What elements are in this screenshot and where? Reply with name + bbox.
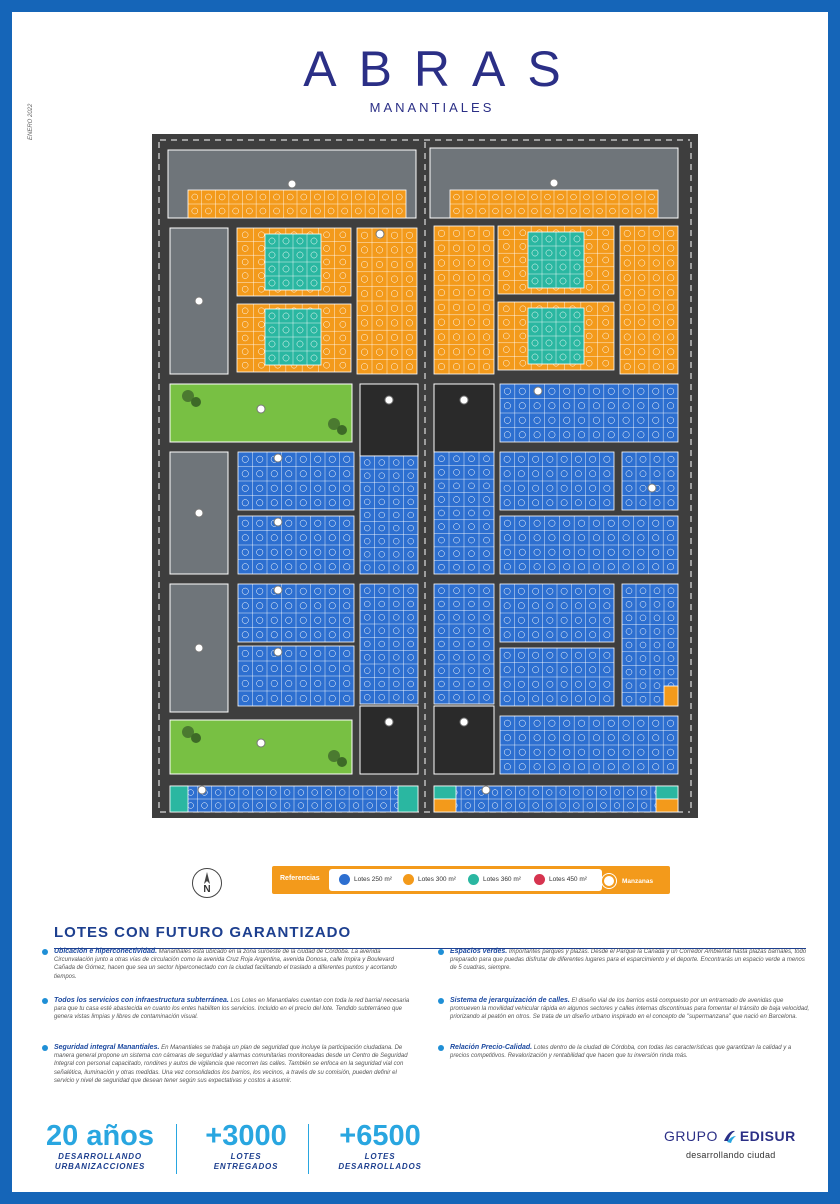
manzana-marker [274,586,282,594]
feature-text: Manantiales está ubicado en la zona suroeste de la ciudad de Córdoba. La avenida Circunvalación junto a otras vías de circulación como la avenida Cruz Roja Argentina, avenida Donosa, calle Impira y Boulevard Cañada de Gómez, hacen que sea un sector hiperconectado con la ciudad facilitando el traslado a diferentes puntos y acortando tiempos. [54,949,397,980]
tree-icon [191,733,201,743]
feature-item [450,997,812,1022]
bullet-icon [42,949,48,955]
feature-title: Ubicación e hiperconectividad. [54,948,158,955]
headline: LOTES CON FUTURO GARANTIZADO [54,924,352,941]
manzana-marker [376,230,384,238]
brand-name: ABRAS [303,41,583,97]
plaza-block [434,706,494,774]
bullet-icon [438,998,444,1004]
feature-item [450,1044,812,1060]
stat-label-1: DESARROLLANDO [58,1152,142,1161]
legend-items [329,869,602,891]
brand-subtitle: MANANTIALES [369,100,495,115]
stat-value: +6500 [339,1120,421,1152]
manzana-marker [274,454,282,462]
manzana-marker [288,180,296,188]
stat-divider [176,1124,177,1174]
feature-title: Todos los servicios con infraestructura subterránea. [54,997,229,1004]
manzana-marker [648,484,656,492]
legend-title: Referencias [280,875,320,882]
bullet-icon [42,1045,48,1051]
manzana-marker [274,648,282,656]
lot-block [434,799,456,812]
stat-value: 20 años [46,1120,154,1152]
lot-block [656,799,678,812]
manzana-marker [195,297,203,305]
stat-value: +3000 [205,1120,287,1152]
tree-icon [191,397,201,407]
manzana-marker [198,786,206,794]
tree-icon [337,757,347,767]
edisur-logo-icon [721,1128,737,1144]
blue-dot-icon [339,874,350,885]
feature-text: Los Lotes en Manantiales cuentan con toda la red barrial necesaria para que tu casa esté abastecida en cuanto los entes habiliten los servicios. Incluido en el precio del lote. Tendido subterráneo que genera vistas limpias y libres de contaminación visual. [54,998,410,1021]
feature-title: Sistema de jerarquización de calles. [450,997,570,1004]
feature-text: El diseño vial de los barrios está compuesto por un entramado de avenidas que promueven la movilidad vehicular rápida en algunos sectores y calles internas discontinuas para fomentar el tránsito de baja velocidad, priorizando al peatón en otros. Se trata de un diseño urbano inspirado en el concepto de "supermanzana" que nació en Barcelona. [450,998,810,1021]
lot-block [170,786,188,812]
lot-block [664,686,678,706]
stat-label-2: URBANIZACCIONES [54,1162,146,1171]
orange-dot-icon [403,874,414,885]
legend-item-label: Lotes 450 m² [549,876,587,883]
feature-text: Lotes dentro de la ciudad de Córdoba, con todas las características que garantizan la calidad y a precios competitivos. Revalorización y rentabilidad que hacen que tu inversión rinda más. [450,1045,792,1060]
plaza-block [360,706,418,774]
company-name: EDISUR [739,1128,796,1144]
feature-item [54,1044,416,1085]
legend-item-250 [339,874,392,885]
legend-item-450 [534,874,587,885]
stat-label-2: DESARROLLADOS [338,1162,422,1171]
manzana-marker [274,518,282,526]
legend-item-label: Lotes 360 m² [483,876,521,883]
feature-item [450,948,812,973]
plaza-block [360,384,418,456]
feature-text: En Manantiales se trabaja un plan de seguridad que incluye la participación ciudadana. De manera general propone un sistema con cámaras de seguridad y alarmas comunitarias monitoreadas desde un Centro de Seguridad Integral con personal capacitado, rondines y autos de vigilancia que recorren las calles. También se enfoca en la seguridad vial con señalética, iluminación y otras medidas. Una vez consolidados los barrios, los vecinos, a través de su comisión, pueden definir el servicio y nivel de seguridad que desean tener según sus expectativas y costos a asumir. [54,1045,408,1084]
manzana-marker [195,509,203,517]
manzana-marker [482,786,490,794]
feature-text: Importantes parques y plazas. Desde el Parque la Cañada y un Corredor Ambiental hasta plazas barriales, todo preparado para que puedas disfrutar de diferentes lugares para el esparcimiento y el deporte. Encontrarás un espacio verde a menos de 5 cuadras, siempre. [450,949,807,972]
feature-title: Relación Precio-Calidad. [450,1044,533,1051]
bullet-icon [438,949,444,955]
stat-label-1: LOTES [364,1152,396,1161]
legend-item-label: Lotes 300 m² [418,876,456,883]
manzana-marker [385,396,393,404]
legend-item-label: Lotes 250 m² [354,876,392,883]
feature-item [54,948,416,981]
manzana-marker [550,179,558,187]
stat-divider [308,1124,309,1174]
lot-block [398,786,418,812]
feature-title: Espacios verdes. [450,948,508,955]
legend-manzanas [616,874,653,888]
feature-item [54,997,416,1022]
stat-years [40,1120,160,1172]
legend-item-360 [468,874,521,885]
manzana-marker [385,718,393,726]
manzana-marker [534,387,542,395]
manzana-marker [460,718,468,726]
lot-map [152,134,698,818]
company-tagline: desarrollando ciudad [686,1150,776,1160]
manzana-ring-icon [602,874,616,888]
compass-icon [192,868,222,898]
lot-map-drawing [152,134,698,818]
stat-delivered [186,1120,306,1172]
stat-developed [320,1120,440,1172]
bullet-icon [42,998,48,1004]
date-label: ENERO 2022 [28,103,34,140]
manzana-marker [257,739,265,747]
plaza-block [434,384,494,452]
brand-header [12,40,840,115]
compass-label: N [203,884,211,895]
company-logo [664,1128,796,1160]
stat-label-2: ENTREGADOS [213,1162,279,1171]
stat-label-1: LOTES [230,1152,262,1161]
company-prefix: GRUPO [664,1128,718,1144]
lot-block [656,786,678,799]
manzana-marker [257,405,265,413]
legend-item-300 [403,874,456,885]
legend-manzanas-label: Manzanas [622,877,654,885]
legend-bar [272,866,670,894]
manzana-marker [460,396,468,404]
tree-icon [337,425,347,435]
bullet-icon [438,1045,444,1051]
red-dot-icon [534,874,545,885]
manzana-marker [195,644,203,652]
teal-dot-icon [468,874,479,885]
feature-title: Seguridad integral Manantiales. [54,1044,160,1051]
lot-block [434,786,456,799]
